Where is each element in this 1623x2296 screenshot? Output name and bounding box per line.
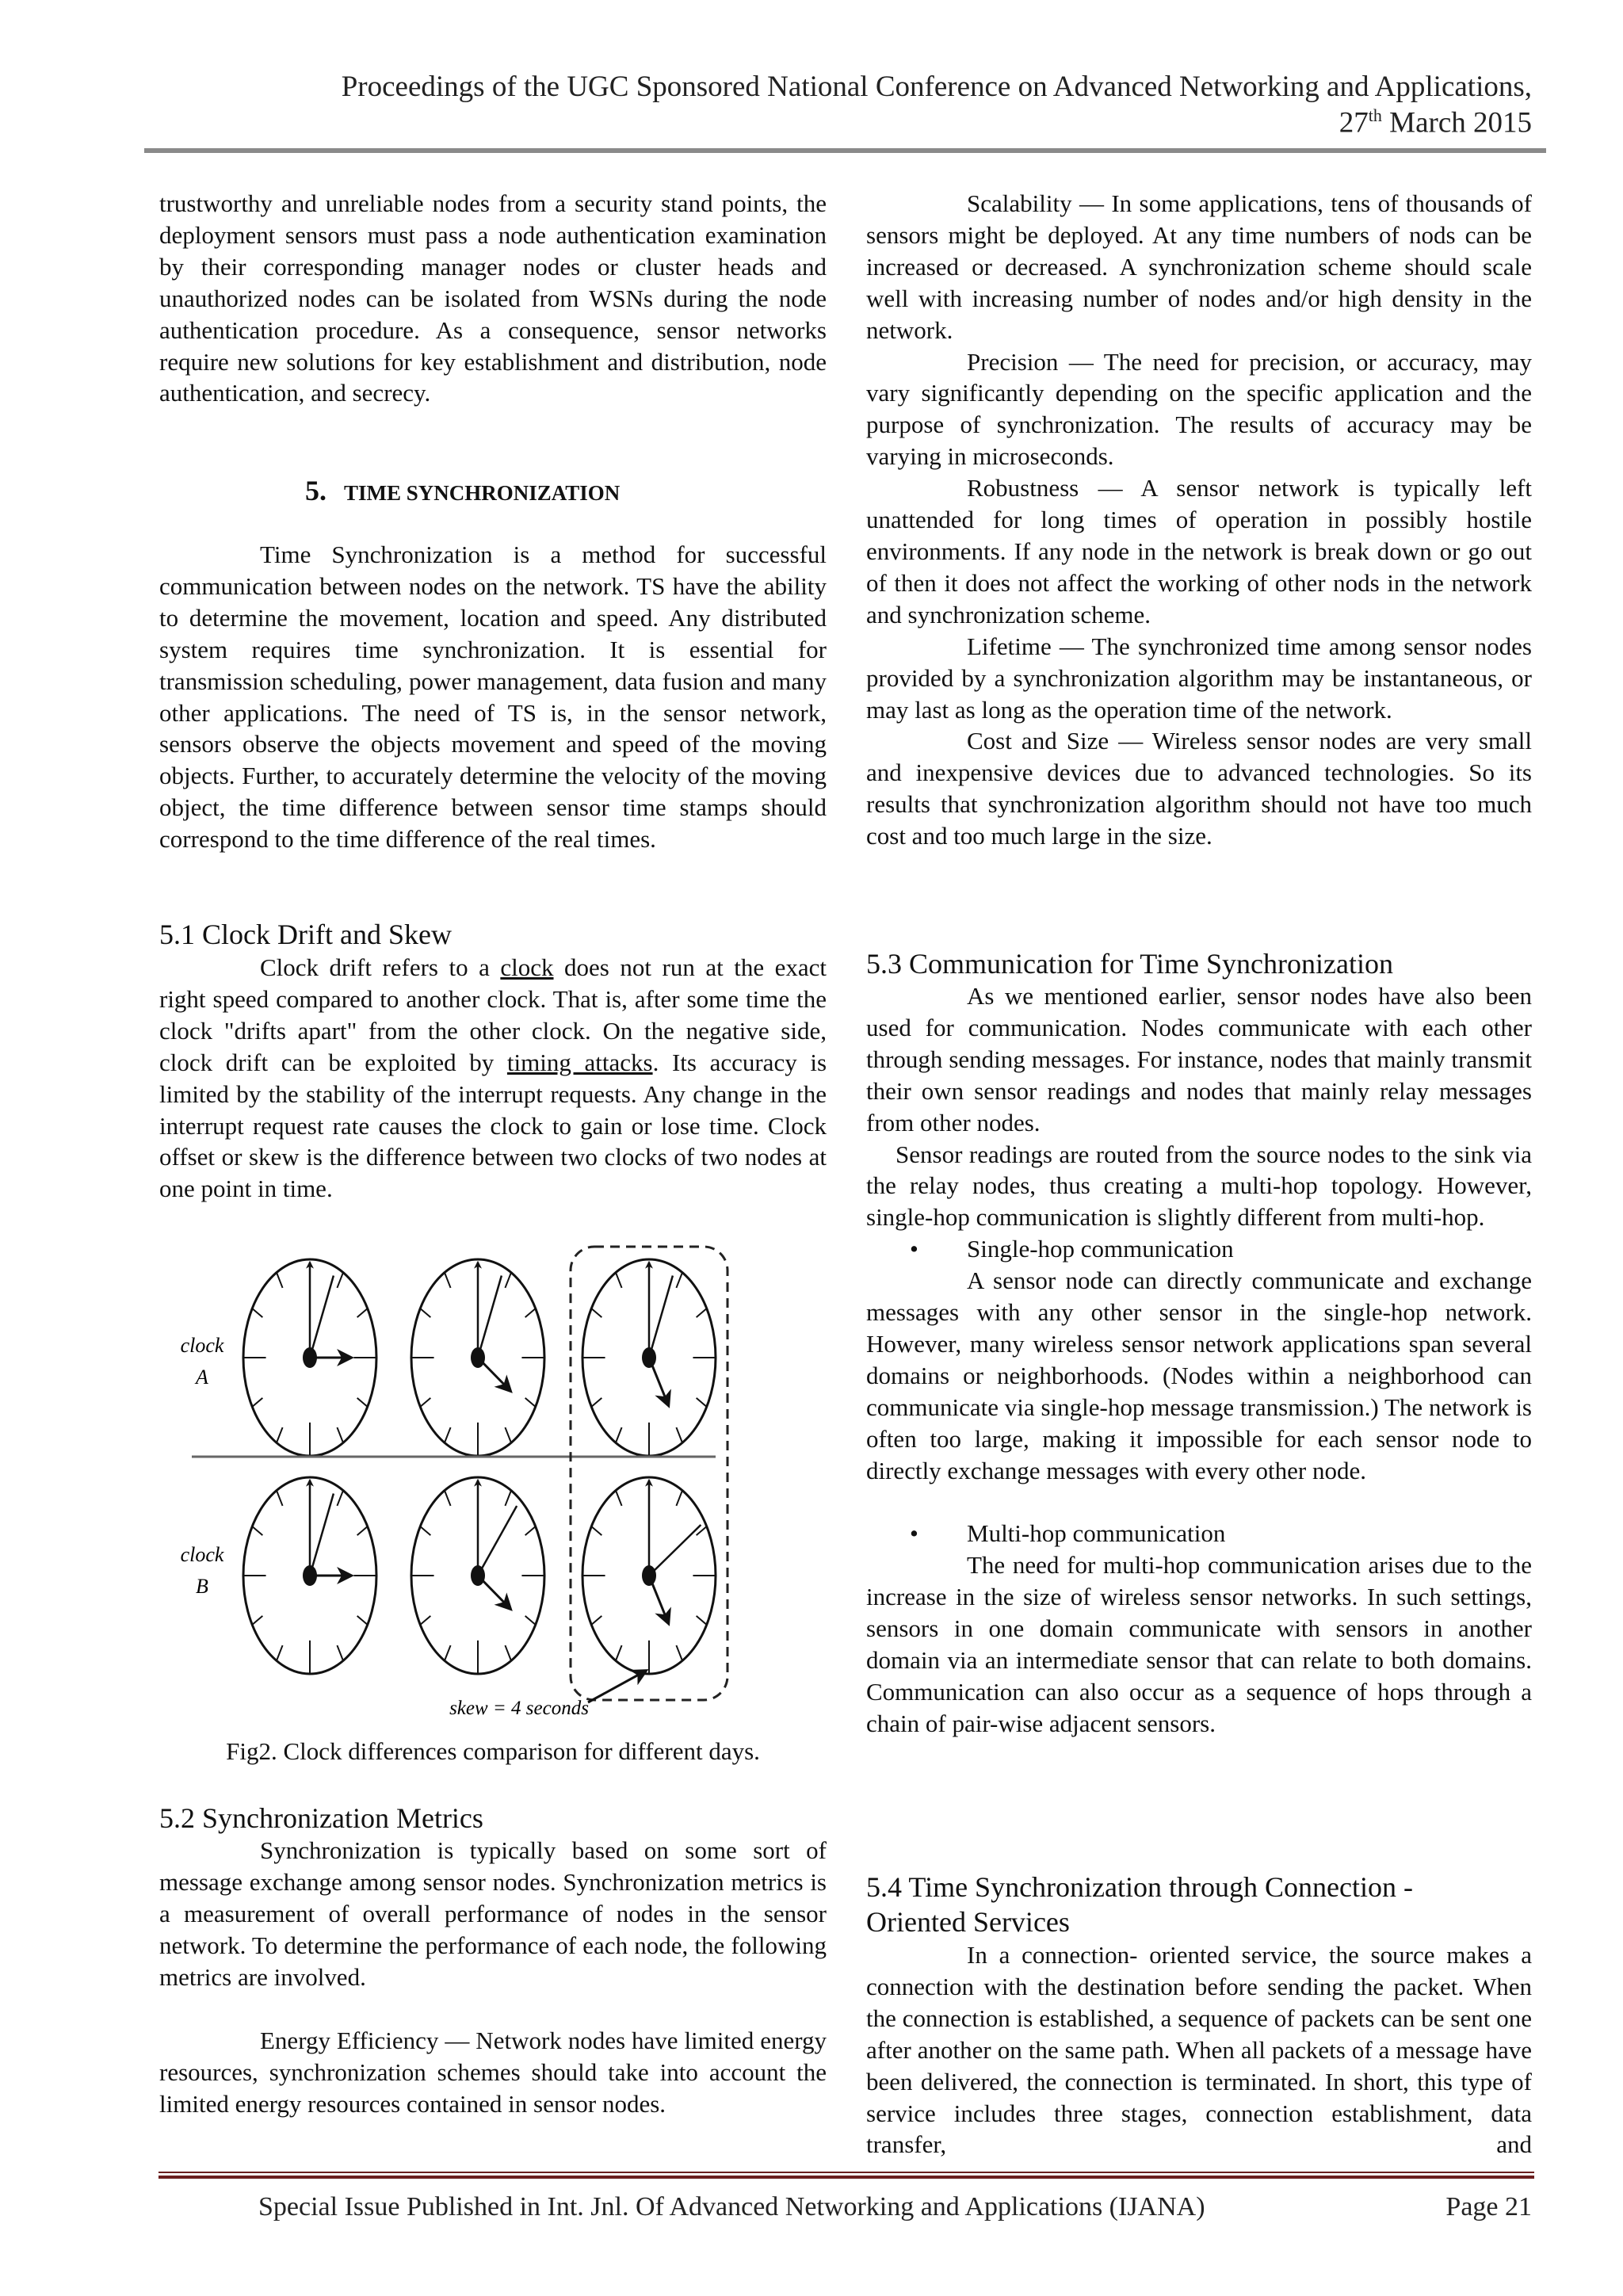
clock-tick (616, 1645, 622, 1660)
clock-tick (337, 1427, 343, 1442)
paragraph-text: A sensor node can directly communicate and exchange messages with any other sensor in the single-hop network. However, many wireless sensor network applications span several domains or neighborhoods. (Nodes within a neighborhood can communicate via single-hop message transmission.) The network is often too large, making it impossible for each sensor node to directly exchange messages with every other node. (866, 1266, 1532, 1484)
header-date-rest: March 2015 (1381, 106, 1532, 139)
clock-tick (676, 1491, 682, 1506)
text-segment: Clock drift refers to a (260, 953, 501, 981)
metric-precision: Precision — The need for precision, or accuracy, may vary significantly depending on the specific application and the purpose of synchronization. The results of accuracy may be varying in microseconds. (866, 347, 1532, 471)
link-timing-attacks[interactable]: timing attacks (506, 1048, 653, 1076)
bullet-multi-hop (866, 1518, 1532, 1549)
clock-second-hand (310, 1276, 334, 1358)
clock-center (471, 1565, 485, 1586)
header-day-sup: th (1368, 105, 1382, 125)
paragraph-text: As we mentioned earlier, sensor nodes have also been used for communication. Nodes communicate with each other through sending messages. For instance, nodes that mainly transmit their own sensor readings and nodes that mainly relay messages from other nodes. (866, 982, 1532, 1137)
footer-rule-thick (158, 2176, 1534, 2179)
clock-tick (505, 1273, 511, 1288)
heading-5-3: 5.3 Communication for Time Synchronization (866, 948, 1393, 980)
clock-tick (357, 1308, 368, 1317)
clock-center (642, 1347, 656, 1368)
heading-5-1: 5.1 Clock Drift and Skew (159, 919, 452, 950)
label-a: A (196, 1366, 208, 1389)
skew-label: skew = 4 seconds (449, 1698, 589, 1719)
clock-center (471, 1347, 485, 1368)
clock-tick (525, 1526, 536, 1535)
clock-tick (505, 1427, 511, 1442)
clock-tick (277, 1427, 283, 1442)
clock-tick (591, 1616, 601, 1625)
paragraph-sync-metrics (159, 1835, 827, 1993)
clock-tick (616, 1427, 622, 1442)
clock-tick (525, 1398, 536, 1407)
metric-scalability: Scalability — In some applications, tens of thousands of sensors might be deployed. At any time numbers of nods can be increased or decreased. A synchronization scheme should scale well with increasing number of nodes and/or high density in the network. (866, 189, 1532, 344)
metric-lifetime: Lifetime — The synchronized time among sensor nodes provided by a synchronization algorithm may be instantaneous, or may last as long as the operation time of the network. (866, 632, 1532, 724)
clock-tick (337, 1645, 343, 1660)
clock-tick (697, 1398, 707, 1407)
clock-tick (591, 1308, 601, 1317)
clock-tick (252, 1526, 262, 1535)
metric-cost-size: Cost and Size — Wireless sensor nodes are very small and inexpensive devices due to advanced technologies. So its results that synchronization algorithm should not have too much cost and too much large in the size. (866, 727, 1532, 850)
paragraph-text: Time Synchronization is a method for successful communication between nodes on the network. TS have the ability to determine the movement, location and speed. Any distributed system requires time synchronization. It is essential for transmission scheduling, power management, data fusion and many other applications. The need of TS is, in the sensor network, sensors observe the objects movement and speed of the moving objects. Further, to accurately determine the velocity of the moving object, the time difference between sensor time stamps should correspond to the time difference of the real times. (159, 541, 827, 854)
clock-tick (676, 1427, 682, 1442)
footer-journal: Special Issue Published in Int. Jnl. Of Advanced Networking and Applications (IJANA) (258, 2192, 1205, 2222)
clock-tick (616, 1273, 622, 1288)
paragraph-energy (159, 2025, 827, 2120)
clock-tick (357, 1398, 368, 1407)
paragraph-text: In a connection- oriented service, the source makes a connection with the destination before sending the packet. When the connection is established, a sequence of packets can be sent one after another on the same path. When all packets of a message have been delivered, the connection is terminated. In short, this type of service includes three stages, connection establishment, data transfer, and (866, 1941, 1532, 2159)
clock-tick (591, 1526, 601, 1535)
skew-arrow (588, 1671, 646, 1702)
bullet-single-hop (866, 1233, 1532, 1265)
clock-tick (420, 1398, 430, 1407)
label-clock-b: clock (180, 1543, 224, 1566)
clock-tick (420, 1308, 430, 1317)
text-segment: does not run at the exact right speed compared to another clock. That is, after some time the clock "drifts apart" from the other clock. On the negative side, clock drift can be exploited by (159, 953, 827, 1076)
footer-page-number: Page 21 (1445, 2192, 1532, 2222)
metrics-list (866, 188, 1532, 852)
clock-tick (252, 1616, 262, 1625)
clock-tick (357, 1526, 368, 1535)
paragraph-text: Energy Efficiency — Network nodes have limited energy resources, synchronization schemes should take into account the limited energy resources contained in sensor nodes. (159, 2027, 827, 2118)
section-title: TIME SYNCHRONIZATION (344, 481, 621, 505)
clock-tick (277, 1491, 283, 1506)
clock-second-hand (478, 1506, 517, 1576)
clock-tick (676, 1273, 682, 1288)
clock-tick (525, 1308, 536, 1317)
clock-tick (697, 1616, 707, 1625)
paragraph-text: Sensor readings are routed from the source nodes to the sink via the relay nodes, thus creating a multi-hop topology. However, single-hop communication is slightly different from multi-hop. (866, 1140, 1532, 1232)
clock-tick (445, 1645, 451, 1660)
header-title: Proceedings of the UGC Sponsored National Conference on Advanced Networking and Applications, (341, 71, 1532, 103)
clock-center (642, 1565, 656, 1586)
clock-second-hand (478, 1276, 502, 1358)
metric-robustness: Robustness — A sensor network is typically left unattended for long times of operation in possibly hostile environments. If any node in the network is break down or go out of then it does not affect the working of other nods in the network and synchronization scheme. (866, 474, 1532, 628)
clock-center (303, 1347, 317, 1368)
clock-tick (676, 1645, 682, 1660)
clock-tick (420, 1616, 430, 1625)
clock-tick (337, 1491, 343, 1506)
clock-tick (616, 1491, 622, 1506)
heading-5-4: 5.4 Time Synchronization through Connection - Oriented Services (866, 1871, 1413, 1938)
link-clock[interactable]: clock (500, 953, 554, 981)
clock-tick (445, 1273, 451, 1288)
heading-5-2: 5.2 Synchronization Metrics (159, 1802, 483, 1834)
clock-tick (337, 1273, 343, 1288)
bullet-text: Single-hop communication (967, 1235, 1234, 1263)
clock-tick (591, 1398, 601, 1407)
bullet-icon: • (910, 1519, 918, 1548)
paragraph-text: Synchronization is typically based on some sort of message exchange among sensor nodes. Synchronization metrics is a measurement of overall performance of nodes in the sensor network. To determine the performance of each node, the following metrics are involved. (159, 1836, 827, 1991)
clock-tick (505, 1645, 511, 1660)
clock-tick (252, 1398, 262, 1407)
header-day: 27 (1338, 106, 1369, 139)
clock-tick (445, 1491, 451, 1506)
bullet-icon: • (910, 1235, 918, 1263)
figure-caption: Fig2. Clock differences comparison for different days. (226, 1737, 760, 1765)
clock-center (303, 1565, 317, 1586)
clock-second-hand (310, 1494, 334, 1576)
paragraph-connection-oriented (866, 1939, 1532, 2160)
text-segment: . Its accuracy is limited by the stability of the interrupt requests. Any change in the interrupt request rate causes the clock to gain or lose time. Clock offset or skew is the difference between two clocks of two nodes at one point in time. (159, 1048, 827, 1203)
paragraph-text: The need for multi-hop communication arises due to the increase in the size of wireless sensor networks. In such settings, sensors in one domain communicate with sensors in another domain via an intermediate sensor that can relate to both domains. Communication can also occur as a sequence of hops through a chain of pair-wise adjacent sensors. (866, 1551, 1532, 1737)
clock-tick (252, 1308, 262, 1317)
paragraph-text: trustworthy and unreliable nodes from a security stand points, the deployment sensors must pass a node authentication examination by their corresponding manager nodes or cluster heads and unauthorized nodes can be isolated from WSNs during the node authentication procedure. As a consequence, sensor networks require new solutions for key establishment and distribution, node authentication, and secrecy. (159, 189, 827, 407)
footer-rule-thin (158, 2172, 1534, 2173)
clock-second-hand (649, 1525, 701, 1576)
label-b: B (196, 1575, 208, 1598)
clock-tick (277, 1273, 283, 1288)
clock-tick (525, 1616, 536, 1625)
clock-tick (357, 1616, 368, 1625)
section-number: 5. (305, 475, 327, 506)
clock-tick (445, 1427, 451, 1442)
clock-tick (277, 1645, 283, 1660)
clock-tick (420, 1526, 430, 1535)
section-5-3-body (866, 980, 1532, 1740)
label-clock-a: clock (180, 1334, 224, 1357)
clock-tick (697, 1308, 707, 1317)
clock-tick (505, 1491, 511, 1506)
bullet-text: Multi-hop communication (967, 1519, 1226, 1548)
clock-second-hand (649, 1276, 673, 1358)
